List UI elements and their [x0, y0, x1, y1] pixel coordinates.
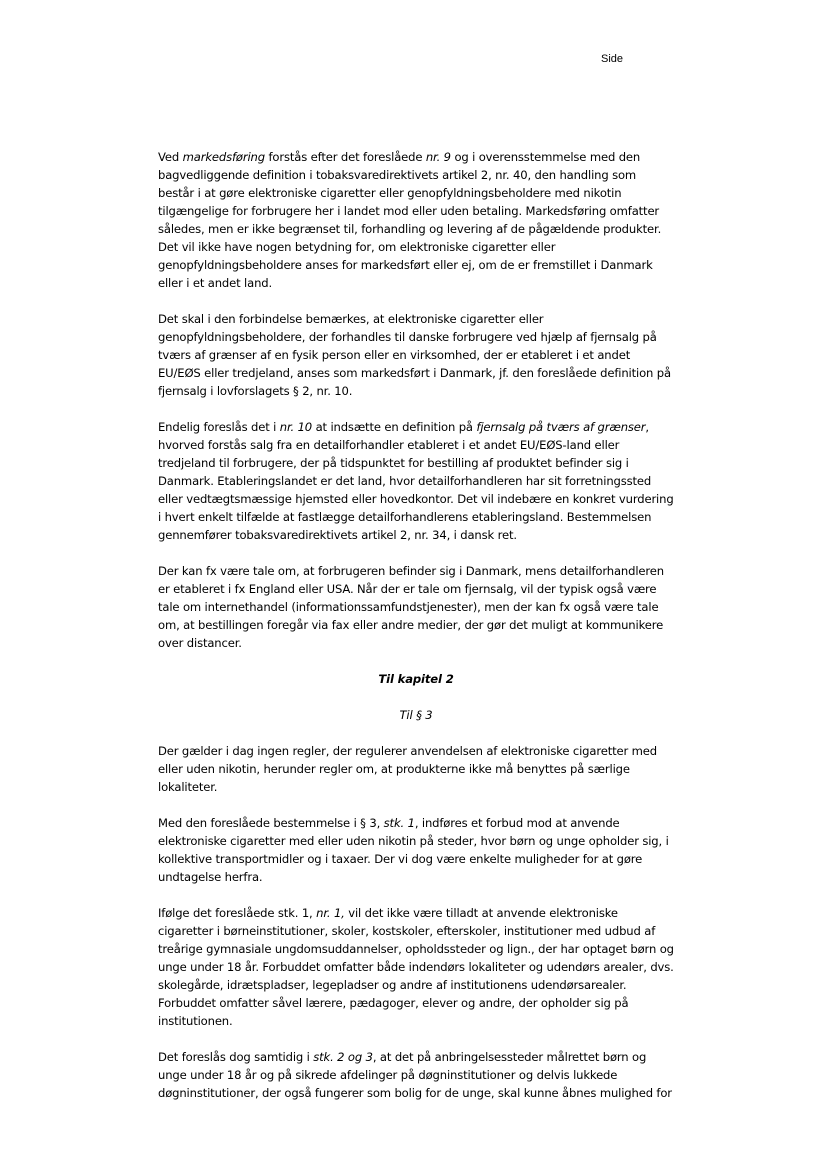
italic-text: fjernsalg på tværs af grænser — [476, 420, 646, 434]
text-run: Ved — [158, 150, 183, 164]
bold-italic-text: Til kapitel 2 — [378, 672, 454, 686]
text-run: at indsætte en definition på — [312, 420, 477, 434]
italic-text: markedsføring — [182, 150, 265, 164]
italic-text: stk. 1 — [383, 816, 415, 830]
page-label: Side — [601, 53, 624, 65]
text-run: forstås efter det foreslåede — [264, 150, 426, 164]
italic-text: nr. 10 — [279, 420, 313, 434]
paragraph — [158, 1048, 674, 1102]
italic-text: Til § 3 — [399, 708, 433, 722]
text-run: Der gælder i dag ingen regler, der regulerer anvendelsen af elektroniske cigaretter med eller uden nikotin, herunder regler om, at produkterne ikke må benyttes på særlige lokaliteter. — [158, 744, 657, 794]
text-run: , indføres et forbud mod at anvende elektroniske cigaretter med eller uden nikotin på steder, hvor børn og unge opholder sig, i kollektive transportmidler og i taxaer. Der vi dog være enkelte muligheder for at gøre undtagelse herfra. — [158, 816, 669, 884]
paragraph — [158, 148, 674, 292]
text-run: , at det på anbringelsessteder målrettet børn og unge under 18 år og på sikrede afdelinger på døgninstitutioner og delvis lukkede døgninstitutioner, der også fungerer som bolig for de unge, skal kunne åbnes mulighed for — [158, 1050, 672, 1100]
text-run: Endelig foreslås det i — [158, 420, 280, 434]
italic-text: nr. 9 — [425, 150, 451, 164]
text-run: vil det ikke være tilladt at anvende elektroniske cigaretter i børneinstitutioner, skoler, kostskoler, efterskoler, institutioner med udbud af treårige gymnasiale ungdomsuddannelser, opholdssteder og lign., der har optaget børn og unge under 18 år. Forbuddet omfatter både indendørs lokaliteter og udendørs arealer, dvs. skolegårde, idrætspladser, legepladser og andre af institutionens udendørsarealer. Forbuddet omfatter såvel lærere, pædagoger, elever og andre, der opholder sig på institutionen. — [158, 906, 674, 1028]
paragraph — [158, 310, 674, 400]
italic-text: nr. 1, — [316, 906, 345, 920]
text-run: Det foreslås dog samtidig i — [158, 1050, 314, 1064]
section-heading — [158, 670, 674, 688]
text-run: Der kan fx være tale om, at forbrugeren befinder sig i Danmark, mens detailforhandleren er etableret i fx England eller USA. Når der er tale om fjernsalg, vil der typisk også være tale om internethandel (informationssamfundstjenester), men der kan fx også være tale om, at bestillingen foregår via fax eller andre medier, der gør det muligt at kommunikere over distancer. — [158, 564, 664, 650]
paragraph — [158, 814, 674, 886]
document-body — [158, 148, 674, 1120]
text-run: og i overensstemmelse med den bagvedliggende definition i tobaksvaredirektivets artikel 2, nr. 40, den handling som består i at gøre elektroniske cigaretter eller genopfyldningsbeholdere med nikotin tilgængelige for forbrugere her i landet mod eller uden betaling. Markedsføring omfatter således, men er ikke begrænset til, forhandling og levering af de pågældende produkter. Det vil ikke have nogen betydning for, om elektroniske cigaretter eller genopfyldningsbeholdere anses for markedsført eller ej, om de er fremstillet i Danmark eller i et andet land. — [158, 150, 662, 290]
text-run: Det skal i den forbindelse bemærkes, at elektroniske cigaretter eller genopfyldningsbeholdere, der forhandles til danske forbrugere ved hjælp af fjernsalg på tværs af grænser af en fysik person eller en virksomhed, der er etableret i et andet EU/EØS eller tredjeland, anses som markedsført i Danmark, jf. den foreslåede definition på fjernsalg i lovforslagets § 2, nr. 10. — [158, 312, 671, 398]
text-run: Med den foreslåede bestemmelse i § 3, — [158, 816, 384, 830]
paragraph — [158, 418, 674, 544]
paragraph — [158, 904, 674, 1030]
text-run: , hvorved forstås salg fra en detailforhandler etableret i et andet EU/EØS-land eller tredjeland til forbrugere, der på tidspunktet for bestilling af produktet befinder sig i Danmark. Etableringslandet er det land, hvor detailforhandleren har sit forretningssted eller vedtægtsmæssige hjemsted eller hovedkontor. Det vil indebære en konkret vurdering i hvert enkelt tilfælde at fastlægge detailforhandlerens etableringsland. Bestemmelsen gennemfører tobaksvaredirektivets artikel 2, nr. 34, i dansk ret. — [158, 420, 674, 542]
paragraph — [158, 562, 674, 652]
italic-text: stk. 2 og 3 — [313, 1050, 373, 1064]
text-run: Ifølge det foreslåede stk. 1, — [158, 906, 317, 920]
section-subheading — [158, 706, 674, 724]
paragraph — [158, 742, 674, 796]
